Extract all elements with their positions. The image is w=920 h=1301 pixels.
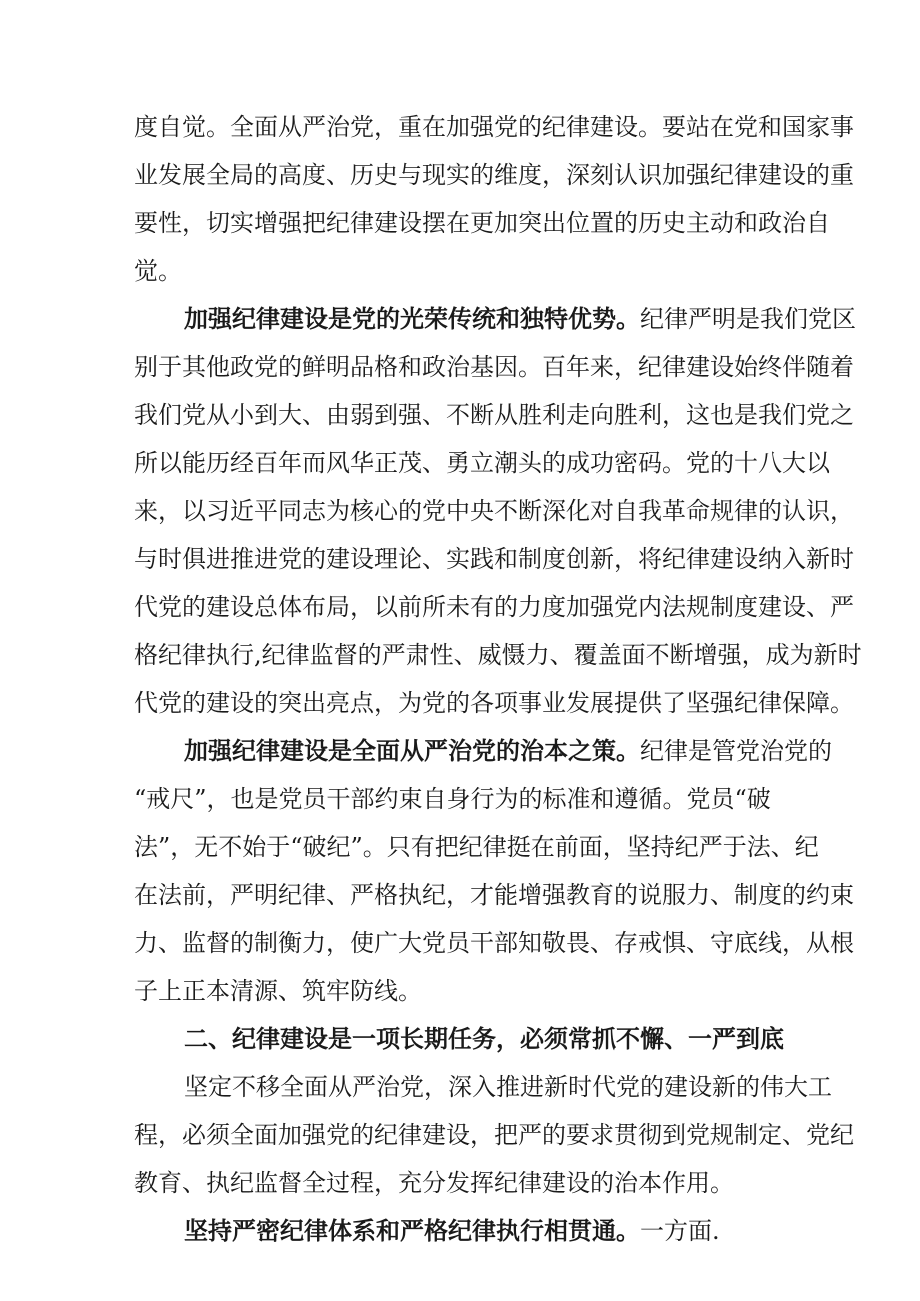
text-line: 来，以习近平同志为核心的党中央不断深化对自我革命规律的认识， bbox=[134, 497, 854, 525]
text-line: 业发展全局的高度、历史与现实的维度，深刻认识加强纪律建设的重 bbox=[134, 161, 854, 189]
section-heading: 二、纪律建设是一项长期任务，必须常抓不懈、一严到底 bbox=[184, 1025, 784, 1053]
text-line: 程，必须全面加强党的纪律建设，把严的要求贯彻到党规制定、党纪 bbox=[134, 1121, 854, 1149]
text-line: “戒尺”，也是党员干部约束自身行为的标准和遵循。党员“破 bbox=[134, 785, 771, 813]
text-line bbox=[184, 304, 856, 334]
text-line: 代党的建设的突出亮点，为党的各项事业发展提供了坚强纪律保障。 bbox=[134, 689, 854, 717]
text-line: 觉。 bbox=[134, 257, 182, 285]
paragraph-text: 纪律是管党治党的 bbox=[640, 737, 832, 765]
paragraph-lead-heading: 加强纪律建设是全面从严治党的治本之策。 bbox=[184, 737, 640, 765]
paragraph-text: 一方面. bbox=[640, 1217, 720, 1245]
text-line: 我们党从小到大、由弱到强、不断从胜利走向胜利，这也是我们党之 bbox=[134, 401, 854, 429]
text-line: 法”，无不始于“破纪”。只有把纪律挺在前面，坚持纪严于法、纪 bbox=[134, 833, 819, 861]
paragraph-text: 纪律严明是我们党区 bbox=[640, 305, 856, 333]
text-line: 力、监督的制衡力，使广大党员干部知敬畏、存戒惧、守底线，从根 bbox=[134, 929, 854, 957]
paragraph-5 bbox=[184, 1216, 720, 1246]
text-line: 所以能历经百年而风华正茂、勇立潮头的成功密码。党的十八大以 bbox=[134, 449, 830, 477]
text-line: 度自觉。全面从严治党，重在加强党的纪律建设。要站在党和国家事 bbox=[134, 113, 854, 141]
text-line: 别于其他政党的鲜明品格和政治基因。百年来，纪律建设始终伴随着 bbox=[134, 353, 854, 381]
text-line: 代党的建设总体布局，以前所未有的力度加强党内法规制度建设、严 bbox=[134, 593, 854, 621]
text-line: 坚定不移全面从严治党，深入推进新时代党的建设新的伟大工 bbox=[184, 1073, 832, 1101]
paragraph-lead-heading: 加强纪律建设是党的光荣传统和独特优势。 bbox=[184, 305, 640, 333]
text-line: 与时俱进推进党的建设理论、实践和制度创新，将纪律建设纳入新时 bbox=[134, 545, 854, 573]
text-line: 子上正本清源、筑牢防线。 bbox=[134, 977, 422, 1005]
text-line bbox=[184, 736, 832, 766]
text-line: 教育、执纪监督全过程，充分发挥纪律建设的治本作用。 bbox=[134, 1169, 734, 1197]
paragraph-lead-heading: 坚持严密纪律体系和严格纪律执行相贯通。 bbox=[184, 1217, 640, 1245]
text-line: 在法前，严明纪律、严格执纪，才能增强教育的说服力、制度的约束 bbox=[134, 881, 854, 909]
text-line: 格纪律执行,纪律监督的严肃性、威慑力、覆盖面不断增强，成为新时 bbox=[134, 641, 862, 669]
text-line: 要性，切实增强把纪律建设摆在更加突出位置的历史主动和政治自 bbox=[134, 209, 830, 237]
